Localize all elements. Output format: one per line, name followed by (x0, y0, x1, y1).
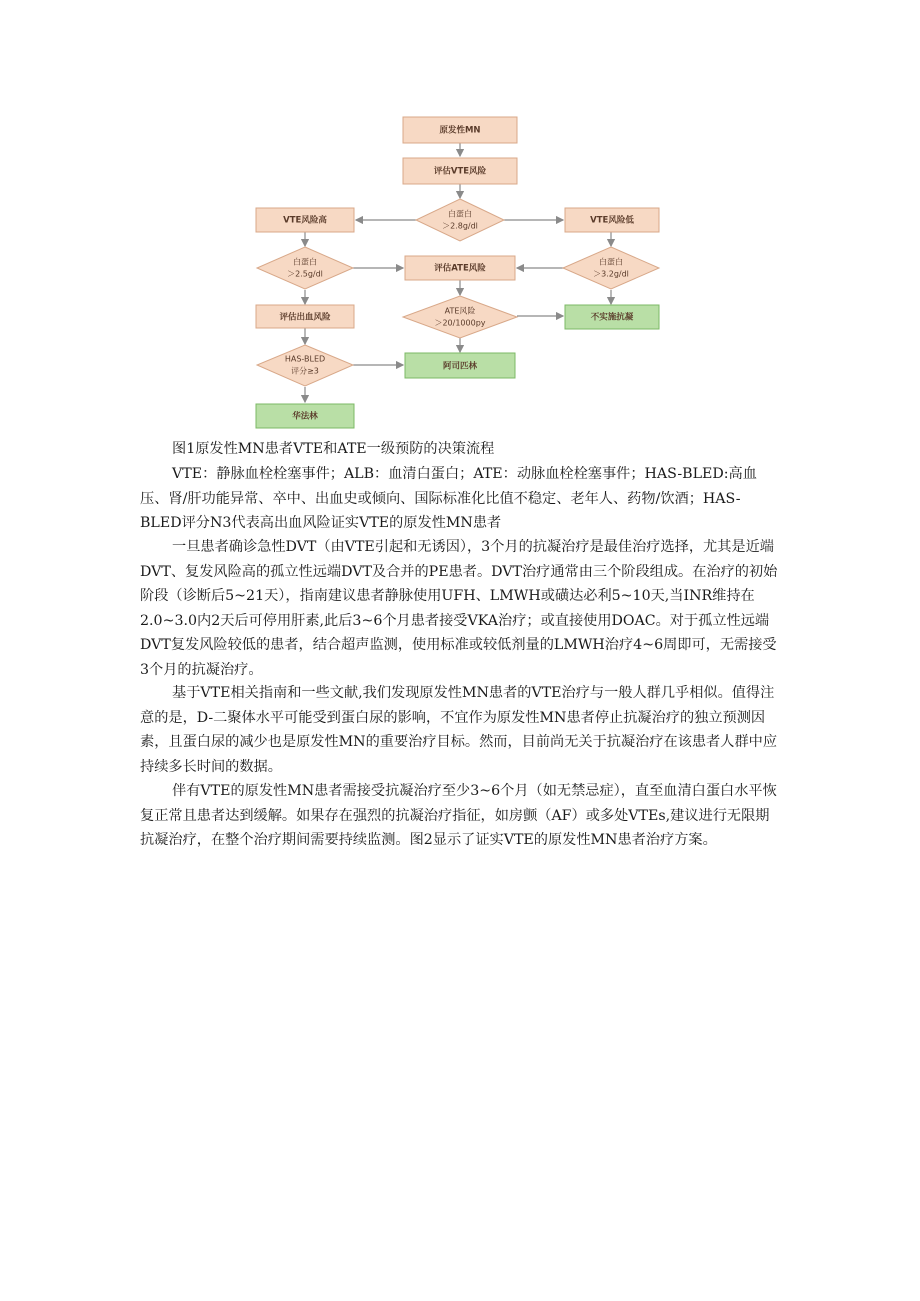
node-vte-low-label: VTE风险低 (590, 215, 634, 226)
node-vte-high-label: VTE风险高 (283, 215, 327, 226)
diamond-albumin-2-8-line2: ＞2.8g/dl (442, 221, 478, 231)
diamond-albumin-2-5 (257, 247, 353, 289)
diamond-has-bled-line1: HAS-BLED (284, 354, 326, 364)
node-assess-bleeding-label: 评估出血风险 (279, 312, 331, 323)
node-aspirin-label: 阿司匹林 (442, 361, 478, 372)
diamond-albumin-2-8 (416, 199, 504, 241)
node-warfarin (256, 404, 354, 428)
node-start (403, 117, 517, 143)
node-start-label: 原发性MN (439, 125, 481, 136)
diamond-albumin-2-5-line1: 白蛋白 (293, 257, 317, 267)
node-assess-ate (405, 256, 515, 280)
diamond-has-bled-line2: 评分≥3 (291, 366, 319, 376)
body-paragraph-2: 基于VTE相关指南和一些文献,我们发现原发性MN患者的VTE治疗与一般人群几乎相似。值得注意的是，D-二聚体水平可能受到蛋白尿的影响，不宜作为原发性MN患者停止抗凝治疗的独立预测因素，且蛋白尿的减少也是原发性MN的重要治疗目标。然而，目前尚无关于抗凝治疗在该患者人群中应持续多长时间的数据。 (140, 685, 778, 775)
body-paragraph-1: 一旦患者确诊急性DVT（由VTE引起和无诱因），3个月的抗凝治疗是最佳治疗选择，尤其是近端DVT、复发风险高的孤立性远端DVT及合并的PE患者。DVT治疗通常由三个阶段组成。在治疗的初始阶段（诊断后5~21天），指南建议患者静脉使用UFH、LMWH或磺达必利5~10天,当INR维持在2.0~3.0内2天后可停用肝素,此后3~6个月患者接受VKA治疗；或直接使用DOAC。对于孤立性远端DVT复发风险较低的患者，结合超声监测，使用标准或较低剂量的LMWH治疗4~6周即可，无需接受3个月的抗凝治疗。 (140, 539, 778, 678)
diamond-albumin-3-2-line1: 白蛋白 (599, 257, 623, 267)
node-vte-low (565, 208, 659, 232)
node-assess-vte-label: 评估VTE风险 (433, 166, 487, 177)
diamond-ate-risk-line1: ATE风险 (444, 306, 476, 316)
node-assess-bleeding (256, 305, 354, 328)
diamond-albumin-3-2-line2: ＞3.2g/dl (593, 269, 629, 279)
diamond-albumin-2-5-line2: ＞2.5g/dl (287, 269, 323, 279)
node-no-anticoagulation-label: 不实施抗凝 (590, 312, 634, 323)
diamond-ate-risk (403, 296, 517, 338)
decision-flowchart (250, 108, 670, 433)
body-paragraph-3: 伴有VTE的原发性MN患者需接受抗凝治疗至少3~6个月（如无禁忌症），直至血清白蛋白水平恢复正常且患者达到缓解。如果存在强烈的抗凝治疗指征，如房颤（AF）或多处VTEs,建议进行无限期抗凝治疗，在整个治疗期间需要持续监测。图2显示了证实VTE的原发性MN患者治疗方案。 (140, 783, 777, 848)
node-assess-ate-label: 评估ATE风险 (434, 263, 486, 274)
abbreviation-note: VTE：静脉血栓栓塞事件；ALB：血清白蛋白；ATE：动脉血栓栓塞事件；HAS-BLED:高血压、肾/肝功能异常、卒中、出血史或倾向、国际标准化比值不稳定、老年人、药物/饮酒；HAS-BLED评分N3代表高出血风险证实VTE的原发性MN患者 (140, 466, 757, 531)
diamond-ate-risk-line2: ＞20/1000py (434, 318, 486, 328)
diamond-albumin-2-8-line1: 白蛋白 (448, 209, 472, 219)
figure-caption: 图1原发性MN患者VTE和ATE一级预防的决策流程 (172, 441, 495, 457)
node-warfarin-label: 华法林 (292, 411, 318, 422)
diamond-has-bled (257, 345, 353, 386)
node-vte-high (256, 208, 354, 232)
node-aspirin (405, 353, 515, 378)
diamond-albumin-3-2 (563, 247, 659, 289)
node-assess-vte (403, 158, 517, 184)
node-no-anticoagulation (565, 305, 659, 329)
